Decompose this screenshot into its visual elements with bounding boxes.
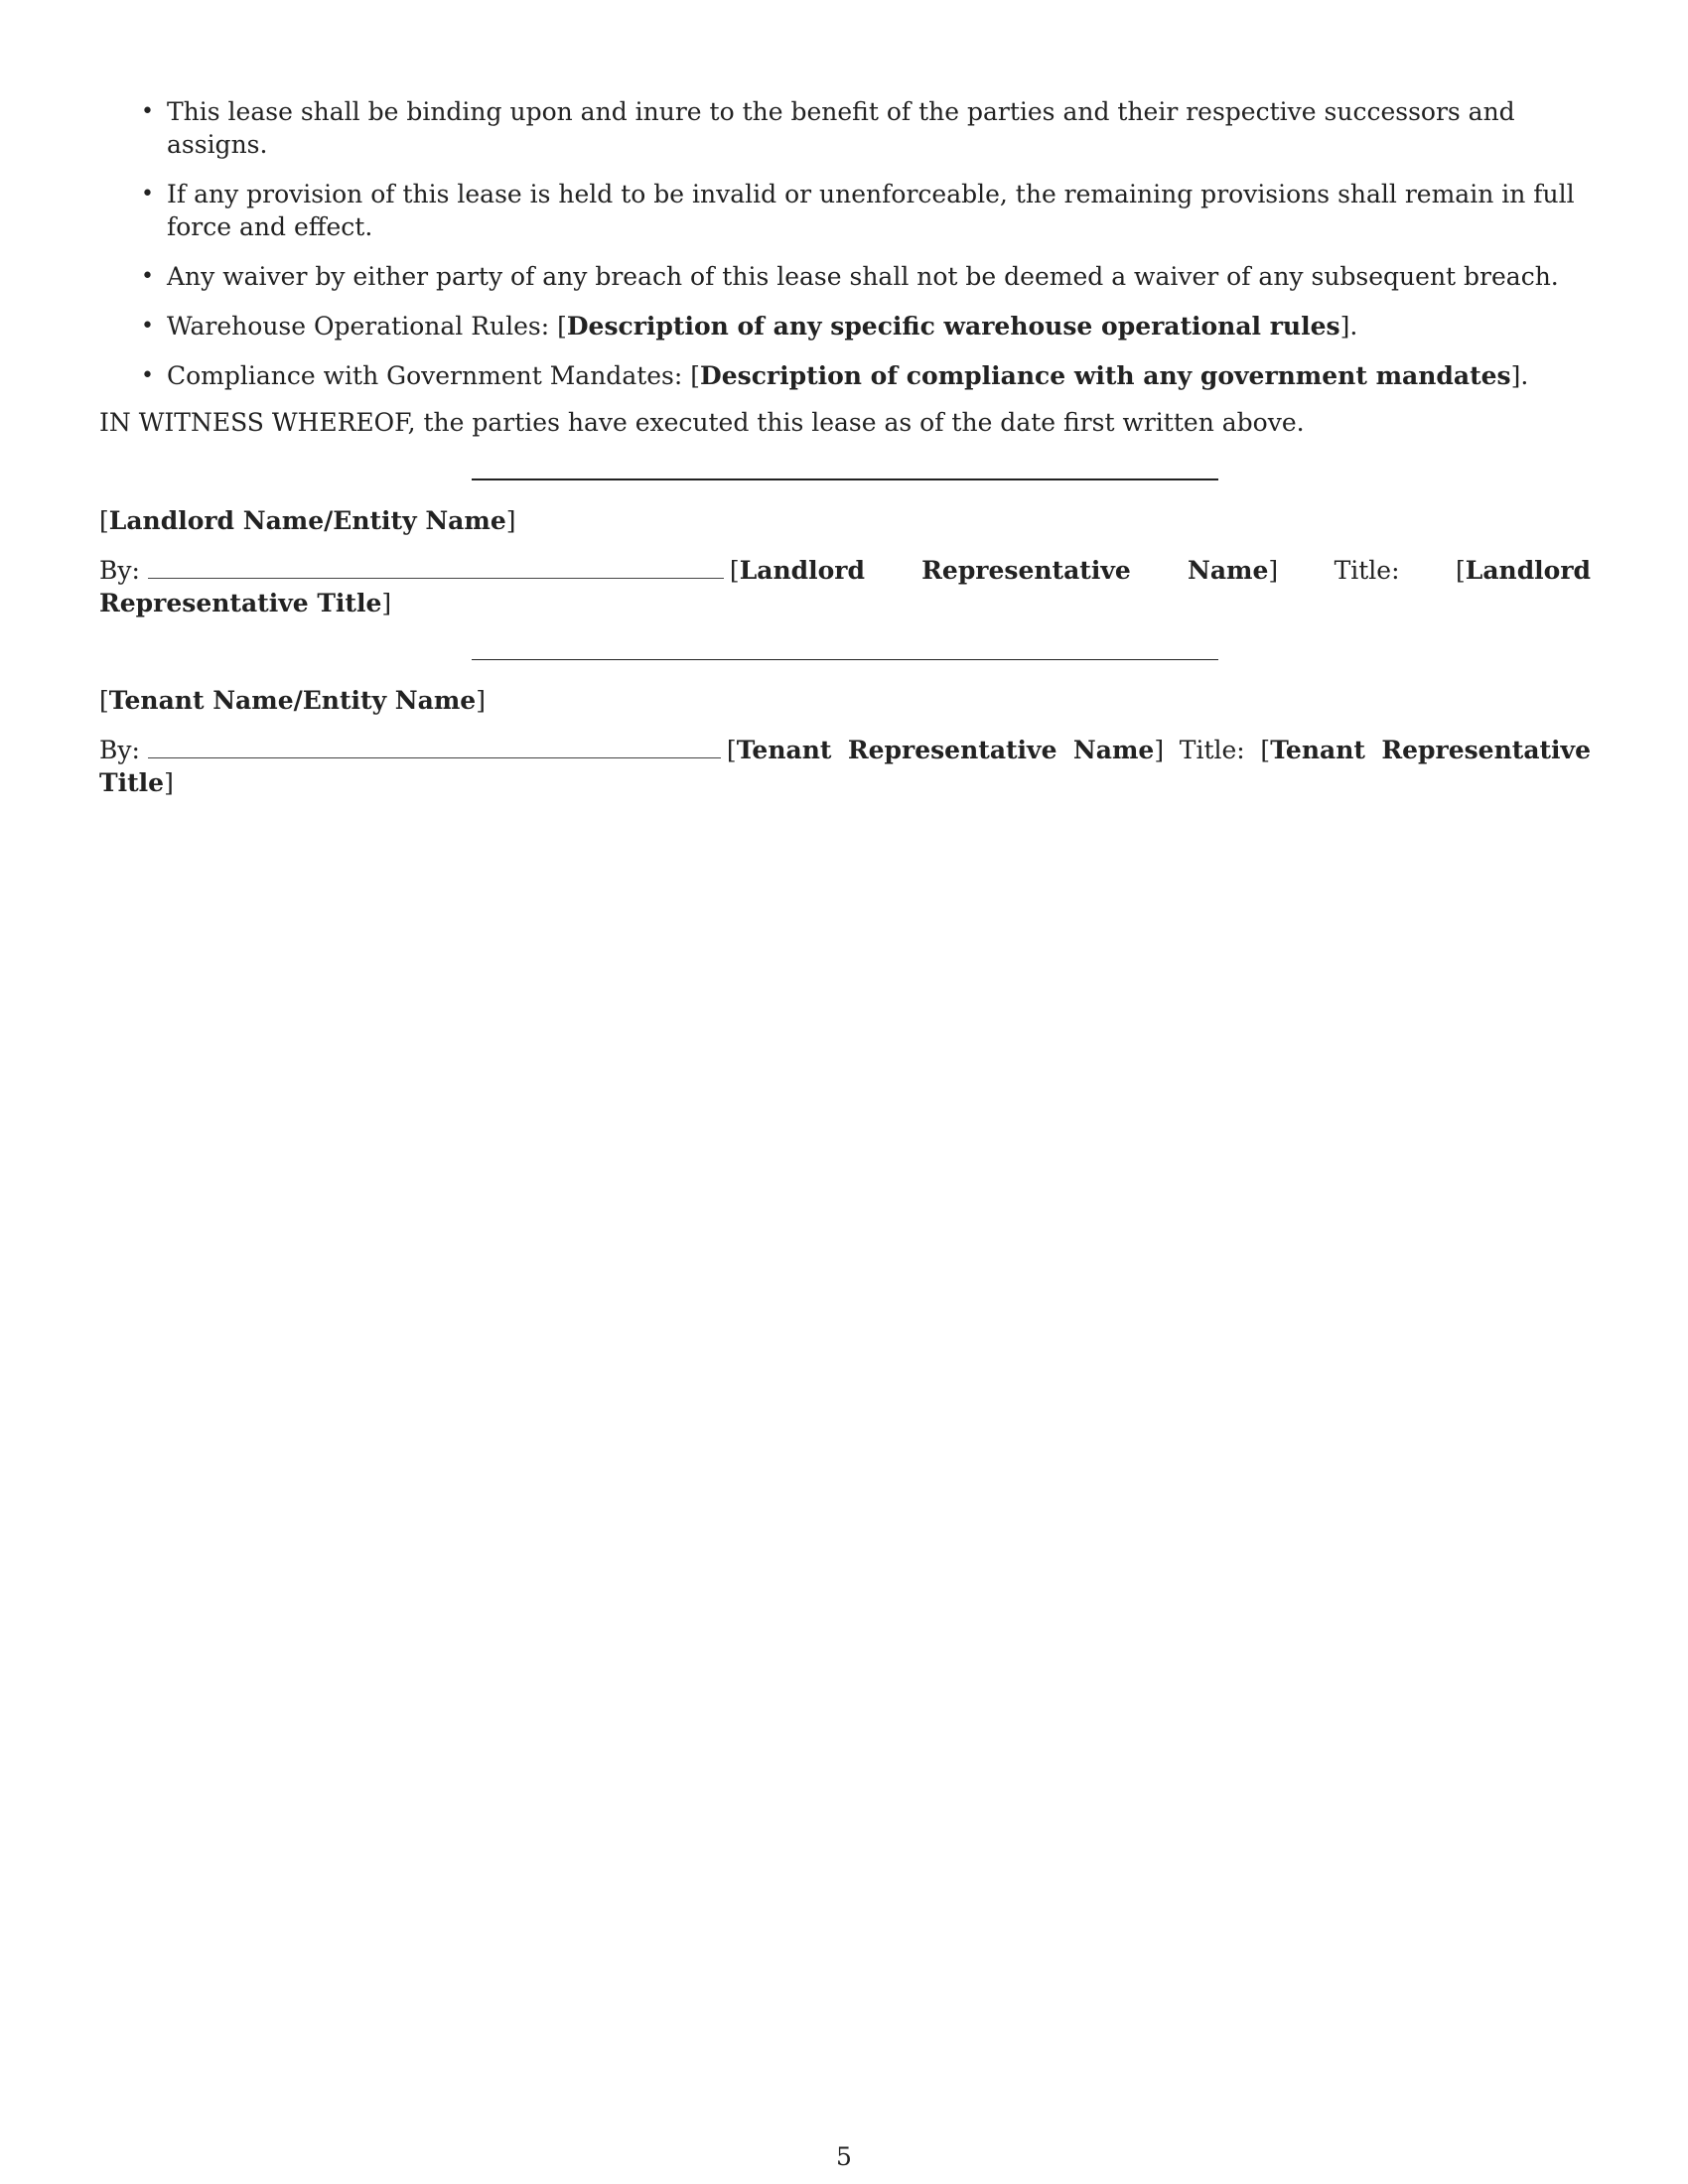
bracket-close: ] <box>1154 736 1165 764</box>
bracket-open: [ <box>557 312 567 341</box>
tenant-by-line <box>99 734 1591 799</box>
bracket-close: ] <box>476 686 486 715</box>
clause-text: If any provision of this lease is held to be invalid or unenforceable, the remaining provisions shall remain in full force and effect. <box>167 180 1575 241</box>
landlord-entity-name: Landlord Name/Entity Name <box>108 506 506 535</box>
title-label: Title: <box>1278 556 1456 585</box>
tenant-representative-name: Tenant Representative Name <box>736 736 1155 764</box>
bracket-open: [ <box>99 506 109 535</box>
clause-text: Any waiver by either party of any breach of this lease shall not be deemed a waiver of any subsequent breach. <box>167 262 1559 291</box>
bracket-close: ] <box>1268 556 1279 585</box>
document-body <box>99 95 1591 799</box>
landlord-entity <box>99 504 1591 537</box>
tenant-signature-blank[interactable] <box>148 734 721 758</box>
tenant-signature-line <box>472 659 1218 660</box>
bracket-close: ]. <box>1510 361 1529 390</box>
bracket-open: [ <box>729 556 740 585</box>
bracket-close: ] <box>505 506 516 535</box>
list-item-operational-rules <box>99 310 1591 342</box>
tenant-representative-title: Tenant Representative Title <box>99 736 1591 797</box>
government-mandates-placeholder: Description of compliance with any government mandates <box>700 361 1511 390</box>
landlord-signature-blank[interactable] <box>148 554 724 579</box>
bracket-open: [ <box>690 361 701 390</box>
landlord-by-line <box>99 554 1591 619</box>
list-item <box>99 178 1591 243</box>
landlord-representative-title: Landlord Representative Title <box>99 556 1591 617</box>
bracket-open: [ <box>726 736 737 764</box>
bracket-close: ] <box>381 589 392 617</box>
by-label: By: <box>99 556 140 585</box>
bracket-open: [ <box>1455 556 1466 585</box>
bracket-open: [ <box>99 686 109 715</box>
bullet-icon: • <box>141 264 154 289</box>
list-item <box>99 260 1591 293</box>
clause-list <box>99 95 1591 392</box>
witness-statement: IN WITNESS WHEREOF, the parties have executed this lease as of the date first written above. <box>99 408 1305 437</box>
bullet-icon: • <box>141 363 154 388</box>
operational-rules-label: Warehouse Operational Rules: <box>167 312 558 341</box>
title-label: Title: <box>1164 736 1261 764</box>
bullet-icon: • <box>141 182 154 206</box>
clause-text: This lease shall be binding upon and inure to the benefit of the parties and their respective successors and assigns. <box>167 97 1515 159</box>
landlord-representative-name: Landlord Representative Name <box>739 556 1269 585</box>
by-label: By: <box>99 736 140 764</box>
bracket-open: [ <box>1260 736 1271 764</box>
landlord-signature-line <box>472 478 1218 480</box>
bullet-icon: • <box>141 314 154 339</box>
government-mandates-label: Compliance with Government Mandates: <box>167 361 691 390</box>
list-item-government-mandates <box>99 359 1591 392</box>
tenant-entity <box>99 684 1591 717</box>
tenant-entity-name: Tenant Name/Entity Name <box>108 686 477 715</box>
page-number: 5 <box>836 2142 852 2171</box>
bullet-icon: • <box>141 99 154 124</box>
bracket-close: ]. <box>1339 312 1358 341</box>
operational-rules-placeholder: Description of any specific warehouse operational rules <box>566 312 1340 341</box>
bracket-close: ] <box>164 768 174 797</box>
list-item <box>99 95 1591 161</box>
